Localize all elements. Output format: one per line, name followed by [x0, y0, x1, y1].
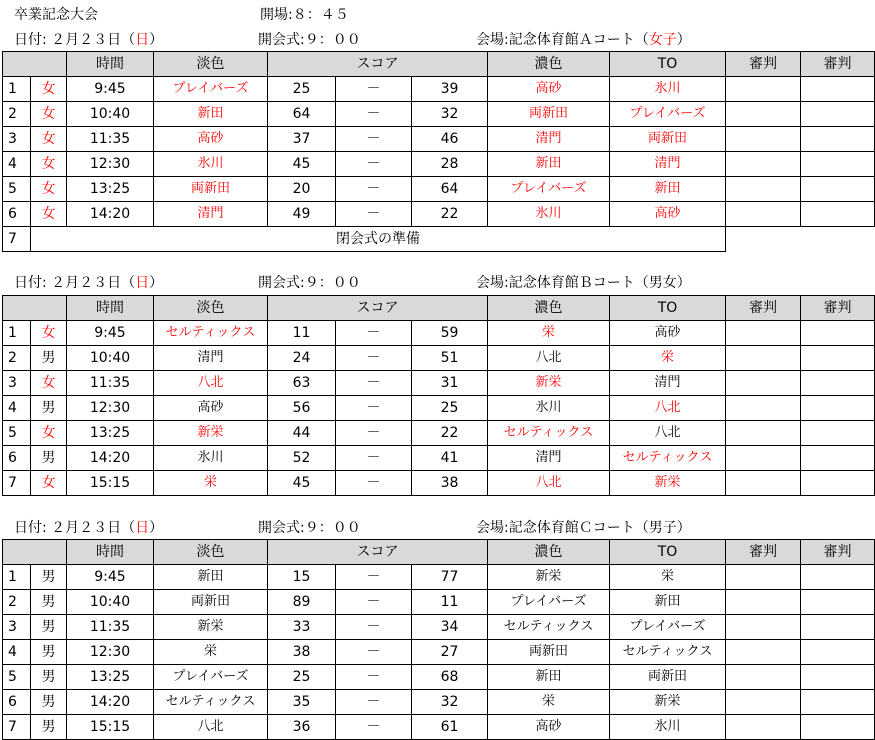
- header-referee-2: 審判: [801, 52, 875, 77]
- table-header-row: [3, 52, 875, 77]
- game-number: 5: [3, 665, 31, 690]
- header-blank: [3, 540, 67, 565]
- score-dark-cell: 11: [412, 590, 488, 615]
- gender-cell: 男: [31, 446, 67, 471]
- table-official-cell: プレイバーズ: [610, 615, 726, 640]
- score-dark-cell: 61: [412, 715, 488, 740]
- game-number: 7: [3, 471, 31, 496]
- referee-2-cell: [801, 590, 875, 615]
- table-row: [3, 202, 875, 227]
- score-dark-cell: 46: [412, 127, 488, 152]
- game-number: 2: [3, 102, 31, 127]
- score-dash: －: [336, 346, 412, 371]
- table-official-cell: 氷川: [610, 77, 726, 102]
- score-dark-cell: 64: [412, 177, 488, 202]
- table-header-row: [3, 540, 875, 565]
- tournament-title: 卒業記念大会: [14, 7, 98, 23]
- closing-row: [3, 227, 875, 252]
- score-light-cell: 37: [268, 127, 336, 152]
- score-light-cell: 15: [268, 565, 336, 590]
- gender-cell: 男: [31, 640, 67, 665]
- court-c-ceremony: 開会式:９：００: [258, 520, 361, 536]
- header-referee-2: 審判: [801, 296, 875, 321]
- gender-cell: 男: [31, 346, 67, 371]
- dark-team-cell: 八北: [488, 471, 610, 496]
- time-cell: 12:30: [67, 640, 154, 665]
- time-cell: 14:20: [67, 446, 154, 471]
- gender-cell: 男: [31, 565, 67, 590]
- time-cell: 15:15: [67, 715, 154, 740]
- header-table-official: TO: [610, 540, 726, 565]
- score-dark-cell: 68: [412, 665, 488, 690]
- dark-team-cell: 栄: [488, 690, 610, 715]
- light-team-cell: プレイバーズ: [154, 665, 268, 690]
- dark-team-cell: 栄: [488, 321, 610, 346]
- dark-team-cell: 両新田: [488, 102, 610, 127]
- time-cell: 15:15: [67, 471, 154, 496]
- referee-2-cell: [801, 715, 875, 740]
- game-number: 6: [3, 446, 31, 471]
- referee-2-cell: [801, 396, 875, 421]
- dark-team-cell: 氷川: [488, 396, 610, 421]
- score-light-cell: 45: [268, 471, 336, 496]
- light-team-cell: 栄: [154, 640, 268, 665]
- table-official-cell: プレイバーズ: [610, 102, 726, 127]
- table-row: [3, 346, 875, 371]
- header-light-team: 淡色: [154, 296, 268, 321]
- table-row: [3, 715, 875, 740]
- time-cell: 9:45: [67, 321, 154, 346]
- table-official-cell: 栄: [610, 346, 726, 371]
- score-dash: －: [336, 665, 412, 690]
- referee-1-cell: [726, 665, 801, 690]
- table-row: [3, 565, 875, 590]
- score-light-cell: 36: [268, 715, 336, 740]
- dark-team-cell: 新田: [488, 152, 610, 177]
- doors-open-time: 開場:８：４５: [260, 7, 349, 23]
- table-official-cell: セルティックス: [610, 446, 726, 471]
- title-line: [0, 2, 841, 24]
- light-team-cell: 清門: [154, 346, 268, 371]
- light-team-cell: 氷川: [154, 152, 268, 177]
- score-light-cell: 49: [268, 202, 336, 227]
- dark-team-cell: 高砂: [488, 715, 610, 740]
- table-official-cell: 高砂: [610, 202, 726, 227]
- gender-cell: 女: [31, 127, 67, 152]
- score-light-cell: 11: [268, 321, 336, 346]
- time-cell: 11:35: [67, 371, 154, 396]
- referee-1-cell: [726, 421, 801, 446]
- time-cell: 10:40: [67, 102, 154, 127]
- dark-team-cell: 新栄: [488, 371, 610, 396]
- score-dash: －: [336, 471, 412, 496]
- table-official-cell: 新田: [610, 590, 726, 615]
- referee-2-cell: [801, 202, 875, 227]
- game-number: 6: [3, 690, 31, 715]
- court-a-ceremony: 開会式:９：００: [258, 32, 361, 48]
- table-official-cell: 氷川: [610, 715, 726, 740]
- table-row: [3, 471, 875, 496]
- table-official-cell: 新田: [610, 177, 726, 202]
- score-dash: －: [336, 371, 412, 396]
- light-team-cell: 八北: [154, 715, 268, 740]
- gender-cell: 女: [31, 102, 67, 127]
- referee-1-cell: [726, 321, 801, 346]
- table-official-cell: 高砂: [610, 321, 726, 346]
- dark-team-cell: セルティックス: [488, 421, 610, 446]
- light-team-cell: 新栄: [154, 615, 268, 640]
- game-number: 1: [3, 77, 31, 102]
- court-b-date: 日付: ２月２３日（日）: [14, 275, 164, 291]
- header-score: スコア: [268, 296, 488, 321]
- table-row: [3, 640, 875, 665]
- score-dark-cell: 28: [412, 152, 488, 177]
- header-dark-team: 濃色: [488, 52, 610, 77]
- score-light-cell: 35: [268, 690, 336, 715]
- score-light-cell: 52: [268, 446, 336, 471]
- table-official-cell: 八北: [610, 396, 726, 421]
- game-number: 4: [3, 396, 31, 421]
- header-referee-1: 審判: [726, 296, 801, 321]
- referee-1-cell: [726, 615, 801, 640]
- referee-2-cell: [801, 421, 875, 446]
- time-cell: 14:20: [67, 690, 154, 715]
- score-dash: －: [336, 615, 412, 640]
- score-dash: －: [336, 77, 412, 102]
- game-number: 6: [3, 202, 31, 227]
- referee-1-cell: [726, 446, 801, 471]
- header-score: スコア: [268, 540, 488, 565]
- referee-2-cell: [801, 77, 875, 102]
- header-dark-team: 濃色: [488, 296, 610, 321]
- score-dark-cell: 31: [412, 371, 488, 396]
- header-time: 時間: [67, 52, 154, 77]
- dark-team-cell: 高砂: [488, 77, 610, 102]
- light-team-cell: 新栄: [154, 421, 268, 446]
- light-team-cell: プレイバーズ: [154, 77, 268, 102]
- score-dash: －: [336, 421, 412, 446]
- header-time: 時間: [67, 540, 154, 565]
- referee-2-cell: [801, 565, 875, 590]
- time-cell: 10:40: [67, 346, 154, 371]
- header-light-team: 淡色: [154, 52, 268, 77]
- light-team-cell: 高砂: [154, 396, 268, 421]
- table-official-cell: 新栄: [610, 690, 726, 715]
- score-light-cell: 63: [268, 371, 336, 396]
- table-row: [3, 615, 875, 640]
- time-cell: 10:40: [67, 590, 154, 615]
- gender-cell: 男: [31, 590, 67, 615]
- score-light-cell: 45: [268, 152, 336, 177]
- referee-1-cell: [726, 77, 801, 102]
- header-blank: [3, 296, 67, 321]
- score-dash: －: [336, 152, 412, 177]
- header-blank: [3, 52, 67, 77]
- score-dash: －: [336, 690, 412, 715]
- score-light-cell: 64: [268, 102, 336, 127]
- referee-1-cell: [726, 127, 801, 152]
- score-light-cell: 20: [268, 177, 336, 202]
- header-table-official: TO: [610, 296, 726, 321]
- header-referee-2: 審判: [801, 540, 875, 565]
- score-dark-cell: 39: [412, 77, 488, 102]
- score-dash: －: [336, 202, 412, 227]
- court-b-ceremony: 開会式:９：００: [258, 275, 361, 291]
- dark-team-cell: プレイバーズ: [488, 177, 610, 202]
- dark-team-cell: 新栄: [488, 565, 610, 590]
- table-row: [3, 590, 875, 615]
- referee-2-cell: [801, 321, 875, 346]
- gender-cell: 女: [31, 202, 67, 227]
- gender-cell: 女: [31, 471, 67, 496]
- table-row: [3, 152, 875, 177]
- court-c-schedule-table: [2, 539, 875, 740]
- referee-1-cell: [726, 371, 801, 396]
- referee-2-cell: [801, 615, 875, 640]
- game-number: 3: [3, 371, 31, 396]
- court-a-schedule-table: [2, 51, 875, 252]
- time-cell: 12:30: [67, 152, 154, 177]
- score-dash: －: [336, 102, 412, 127]
- table-official-cell: 新栄: [610, 471, 726, 496]
- table-row: [3, 690, 875, 715]
- score-dark-cell: 77: [412, 565, 488, 590]
- referee-2-cell: [801, 690, 875, 715]
- dark-team-cell: 氷川: [488, 202, 610, 227]
- referee-2-cell: [801, 446, 875, 471]
- referee-1-cell: [726, 102, 801, 127]
- score-dash: －: [336, 565, 412, 590]
- game-number: 5: [3, 177, 31, 202]
- dark-team-cell: 八北: [488, 346, 610, 371]
- referee-1-cell: [726, 715, 801, 740]
- table-row: [3, 665, 875, 690]
- court-a-date: 日付: ２月２３日（日）: [14, 32, 164, 48]
- header-dark-team: 濃色: [488, 540, 610, 565]
- header-table-official: TO: [610, 52, 726, 77]
- light-team-cell: 両新田: [154, 590, 268, 615]
- score-light-cell: 44: [268, 421, 336, 446]
- game-number: 1: [3, 321, 31, 346]
- time-cell: 13:25: [67, 177, 154, 202]
- gender-cell: 女: [31, 421, 67, 446]
- score-dash: －: [336, 396, 412, 421]
- court-c-venue: 会場:記念体育館Ｃコート（男子）: [476, 520, 691, 536]
- gender-cell: 男: [31, 665, 67, 690]
- table-row: [3, 421, 875, 446]
- header-light-team: 淡色: [154, 540, 268, 565]
- dark-team-cell: 新田: [488, 665, 610, 690]
- referee-1-cell: [726, 640, 801, 665]
- score-dark-cell: 22: [412, 202, 488, 227]
- table-official-cell: 栄: [610, 565, 726, 590]
- score-dash: －: [336, 177, 412, 202]
- table-row: [3, 321, 875, 346]
- score-dash: －: [336, 590, 412, 615]
- court-a-venue: 会場:記念体育館Ａコート（女子）: [476, 32, 691, 48]
- referee-2-cell: [801, 127, 875, 152]
- light-team-cell: 新田: [154, 102, 268, 127]
- game-number: 1: [3, 565, 31, 590]
- score-dark-cell: 25: [412, 396, 488, 421]
- table-row: [3, 396, 875, 421]
- referee-1-cell: [726, 471, 801, 496]
- referee-2-cell: [801, 640, 875, 665]
- court-c-date: 日付: ２月２３日（日）: [14, 520, 164, 536]
- referee-1-cell: [726, 565, 801, 590]
- gender-cell: 男: [31, 396, 67, 421]
- score-light-cell: 25: [268, 77, 336, 102]
- header-time: 時間: [67, 296, 154, 321]
- dark-team-cell: 両新田: [488, 640, 610, 665]
- light-team-cell: 八北: [154, 371, 268, 396]
- referee-1-cell: [726, 590, 801, 615]
- court-b-schedule-table: [2, 295, 875, 496]
- header-referee-1: 審判: [726, 52, 801, 77]
- gender-cell: 男: [31, 615, 67, 640]
- table-official-cell: 清門: [610, 152, 726, 177]
- header-score: スコア: [268, 52, 488, 77]
- time-cell: 11:35: [67, 127, 154, 152]
- referee-1-cell: [726, 346, 801, 371]
- game-number: 7: [3, 715, 31, 740]
- table-row: [3, 177, 875, 202]
- gender-cell: 女: [31, 77, 67, 102]
- score-dark-cell: 32: [412, 102, 488, 127]
- table-row: [3, 371, 875, 396]
- time-cell: 13:25: [67, 665, 154, 690]
- light-team-cell: 高砂: [154, 127, 268, 152]
- table-official-cell: 清門: [610, 371, 726, 396]
- gender-cell: 男: [31, 715, 67, 740]
- court-b-heading: [0, 270, 841, 292]
- closing-row-spacer: [726, 227, 875, 252]
- score-dark-cell: 51: [412, 346, 488, 371]
- light-team-cell: 新田: [154, 565, 268, 590]
- game-number: 7: [3, 227, 31, 252]
- table-official-cell: 両新田: [610, 127, 726, 152]
- table-official-cell: セルティックス: [610, 640, 726, 665]
- court-b-venue: 会場:記念体育館Ｂコート（男女）: [476, 275, 691, 291]
- score-dark-cell: 27: [412, 640, 488, 665]
- score-light-cell: 56: [268, 396, 336, 421]
- table-header-row: [3, 296, 875, 321]
- header-referee-1: 審判: [726, 540, 801, 565]
- score-dash: －: [336, 715, 412, 740]
- game-number: 2: [3, 590, 31, 615]
- closing-ceremony-note: 閉会式の準備: [31, 227, 726, 252]
- referee-2-cell: [801, 152, 875, 177]
- referee-2-cell: [801, 346, 875, 371]
- table-official-cell: 両新田: [610, 665, 726, 690]
- referee-2-cell: [801, 177, 875, 202]
- score-light-cell: 33: [268, 615, 336, 640]
- referee-1-cell: [726, 690, 801, 715]
- referee-2-cell: [801, 371, 875, 396]
- score-dash: －: [336, 446, 412, 471]
- score-light-cell: 24: [268, 346, 336, 371]
- gender-cell: 男: [31, 690, 67, 715]
- score-light-cell: 25: [268, 665, 336, 690]
- score-dark-cell: 38: [412, 471, 488, 496]
- time-cell: 9:45: [67, 565, 154, 590]
- table-row: [3, 446, 875, 471]
- referee-1-cell: [726, 152, 801, 177]
- light-team-cell: 氷川: [154, 446, 268, 471]
- referee-1-cell: [726, 202, 801, 227]
- score-dash: －: [336, 127, 412, 152]
- light-team-cell: 両新田: [154, 177, 268, 202]
- time-cell: 9:45: [67, 77, 154, 102]
- dark-team-cell: プレイバーズ: [488, 590, 610, 615]
- game-number: 3: [3, 615, 31, 640]
- score-light-cell: 38: [268, 640, 336, 665]
- score-light-cell: 89: [268, 590, 336, 615]
- dark-team-cell: セルティックス: [488, 615, 610, 640]
- table-row: [3, 77, 875, 102]
- score-dark-cell: 22: [412, 421, 488, 446]
- referee-2-cell: [801, 471, 875, 496]
- score-dark-cell: 41: [412, 446, 488, 471]
- light-team-cell: 清門: [154, 202, 268, 227]
- court-c-heading: [0, 515, 841, 537]
- score-dark-cell: 34: [412, 615, 488, 640]
- time-cell: 13:25: [67, 421, 154, 446]
- time-cell: 11:35: [67, 615, 154, 640]
- game-number: 5: [3, 421, 31, 446]
- light-team-cell: 栄: [154, 471, 268, 496]
- referee-1-cell: [726, 396, 801, 421]
- score-dark-cell: 32: [412, 690, 488, 715]
- game-number: 4: [3, 640, 31, 665]
- court-a-heading: [0, 27, 841, 49]
- gender-cell: 女: [31, 371, 67, 396]
- game-number: 2: [3, 346, 31, 371]
- score-dash: －: [336, 321, 412, 346]
- gender-cell: 女: [31, 177, 67, 202]
- gender-cell: 女: [31, 321, 67, 346]
- referee-2-cell: [801, 665, 875, 690]
- table-row: [3, 102, 875, 127]
- referee-1-cell: [726, 177, 801, 202]
- light-team-cell: セルティックス: [154, 690, 268, 715]
- table-row: [3, 127, 875, 152]
- score-dark-cell: 59: [412, 321, 488, 346]
- time-cell: 12:30: [67, 396, 154, 421]
- referee-2-cell: [801, 102, 875, 127]
- dark-team-cell: 清門: [488, 127, 610, 152]
- light-team-cell: セルティックス: [154, 321, 268, 346]
- score-dash: －: [336, 640, 412, 665]
- game-number: 3: [3, 127, 31, 152]
- game-number: 4: [3, 152, 31, 177]
- dark-team-cell: 清門: [488, 446, 610, 471]
- time-cell: 14:20: [67, 202, 154, 227]
- gender-cell: 女: [31, 152, 67, 177]
- table-official-cell: 八北: [610, 421, 726, 446]
